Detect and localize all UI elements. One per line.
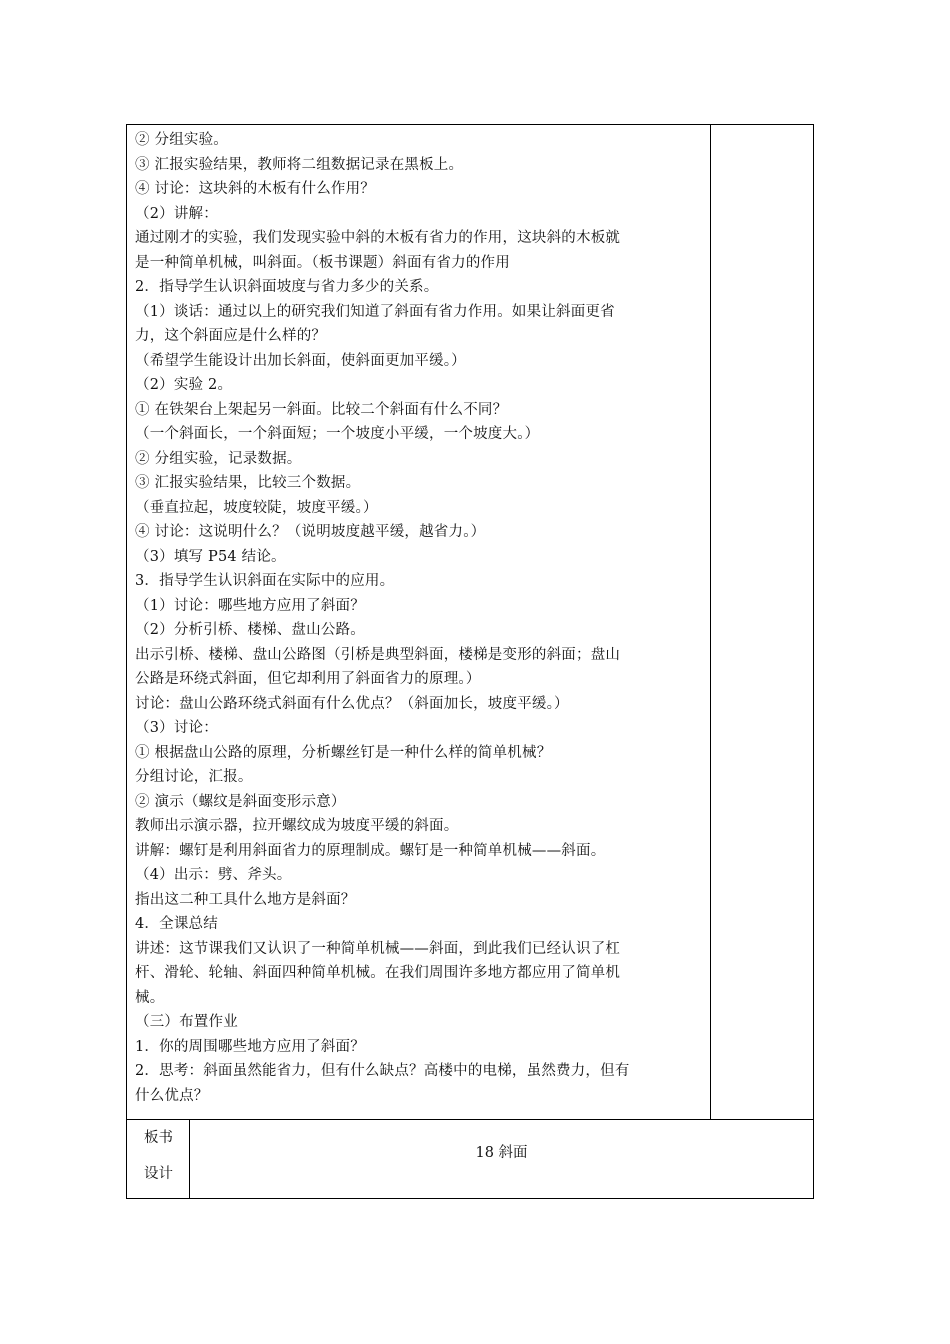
text-line: 2．思考：斜面虽然能省力，但有什么缺点？高楼中的电梯，虽然费力，但有 — [135, 1063, 630, 1079]
text-line: （2）实验 2。 — [135, 377, 233, 393]
text-line: （1）谈话：通过以上的研究我们知道了斜面有省力作用。如果让斜面更省 — [135, 303, 615, 320]
text-line: （一个斜面长，一个斜面短；一个坡度小平缓，一个坡度大。） — [135, 426, 540, 442]
lesson-text — [135, 128, 707, 1108]
board-design-row — [126, 1120, 814, 1199]
text-line: 讲述：这节课我们又认识了一种简单机械——斜面，到此我们已经认识了杠 — [135, 940, 621, 957]
text-line: （4）出示：劈、斧头。 — [135, 867, 292, 883]
text-line: （3）讨论： — [135, 720, 218, 736]
text-line: 教师出示演示器，拉开螺纹成为坡度平缓的斜面。 — [135, 818, 459, 834]
text-line: 通过刚才的实验，我们发现实验中斜的木板有省力的作用，这块斜的木板就 — [135, 230, 621, 246]
text-line: ② 演示（螺纹是斜面变形示意） — [135, 793, 346, 810]
text-line: 械。 — [135, 989, 165, 1006]
text-line: ③ 汇报实验结果，比较三个数据。 — [135, 475, 361, 491]
text-line: ③ 汇报实验结果，教师将二组数据记录在黑板上。 — [135, 156, 464, 173]
text-line: 讨论：盘山公路环绕式斜面有什么优点？（斜面加长，坡度平缓。） — [135, 695, 569, 712]
lesson-table — [126, 124, 814, 1120]
text-line: ④ 讨论：这说明什么？（说明坡度越平缓，越省力。） — [135, 524, 486, 540]
text-line: ① 根据盘山公路的原理，分析螺丝钉是一种什么样的简单机械？ — [135, 744, 552, 761]
lesson-content-cell — [127, 125, 711, 1119]
text-line: 杆、滑轮、轮轴、斜面四种简单机械。在我们周围许多地方都应用了简单机 — [135, 965, 621, 981]
text-line: 出示引桥、楼梯、盘山公路图（引桥是典型斜面，楼梯是变形的斜面；盘山 — [135, 646, 621, 663]
text-line: 2．指导学生认识斜面坡度与省力多少的关系。 — [135, 279, 439, 295]
text-line: 1．你的周围哪些地方应用了斜面？ — [135, 1038, 365, 1055]
text-line: 4．全课总结 — [135, 916, 218, 932]
text-line: （三）布置作业 — [135, 1014, 238, 1030]
text-line: （希望学生能设计出加长斜面，使斜面更加平缓。） — [135, 352, 466, 369]
text-line: 是一种简单机械，叫斜面。（板书课题）斜面有省力的作用 — [135, 254, 510, 271]
text-line: （垂直拉起，坡度较陡，坡度平缓。） — [135, 499, 378, 516]
text-line: 力，这个斜面应是什么样的？ — [135, 328, 327, 344]
board-design-label-cell — [127, 1120, 190, 1198]
text-line: （1）讨论：哪些地方应用了斜面？ — [135, 597, 365, 614]
text-line: （2）讲解： — [135, 205, 218, 222]
text-line: （2）分析引桥、楼梯、盘山公路。 — [135, 622, 365, 638]
text-line: ② 分组实验，记录数据。 — [135, 450, 302, 467]
text-line: 3．指导学生认识斜面在实际中的应用。 — [135, 573, 395, 589]
text-line: 分组讨论，汇报。 — [135, 769, 253, 785]
board-label-line2: 设计 — [144, 1166, 173, 1182]
board-title: 18 斜面 — [475, 1145, 528, 1161]
text-line: ② 分组实验。 — [135, 132, 229, 148]
text-line: （3）填写 P54 结论。 — [135, 548, 286, 565]
board-label-line1: 板书 — [144, 1130, 173, 1146]
text-line: 指出这二种工具什么地方是斜面？ — [135, 891, 356, 908]
text-line: ① 在铁架台上架起另一斜面。比较二个斜面有什么不同？ — [135, 401, 508, 418]
text-line: 什么优点？ — [135, 1087, 209, 1104]
text-line: ④ 讨论：这块斜的木板有什么作用？ — [135, 181, 376, 197]
text-line: 讲解：螺钉是利用斜面省力的原理制成。螺钉是一种简单机械——斜面。 — [135, 842, 606, 859]
board-design-content-cell — [190, 1120, 813, 1198]
text-line: 公路是环绕式斜面，但它却利用了斜面省力的原理。） — [135, 671, 481, 687]
